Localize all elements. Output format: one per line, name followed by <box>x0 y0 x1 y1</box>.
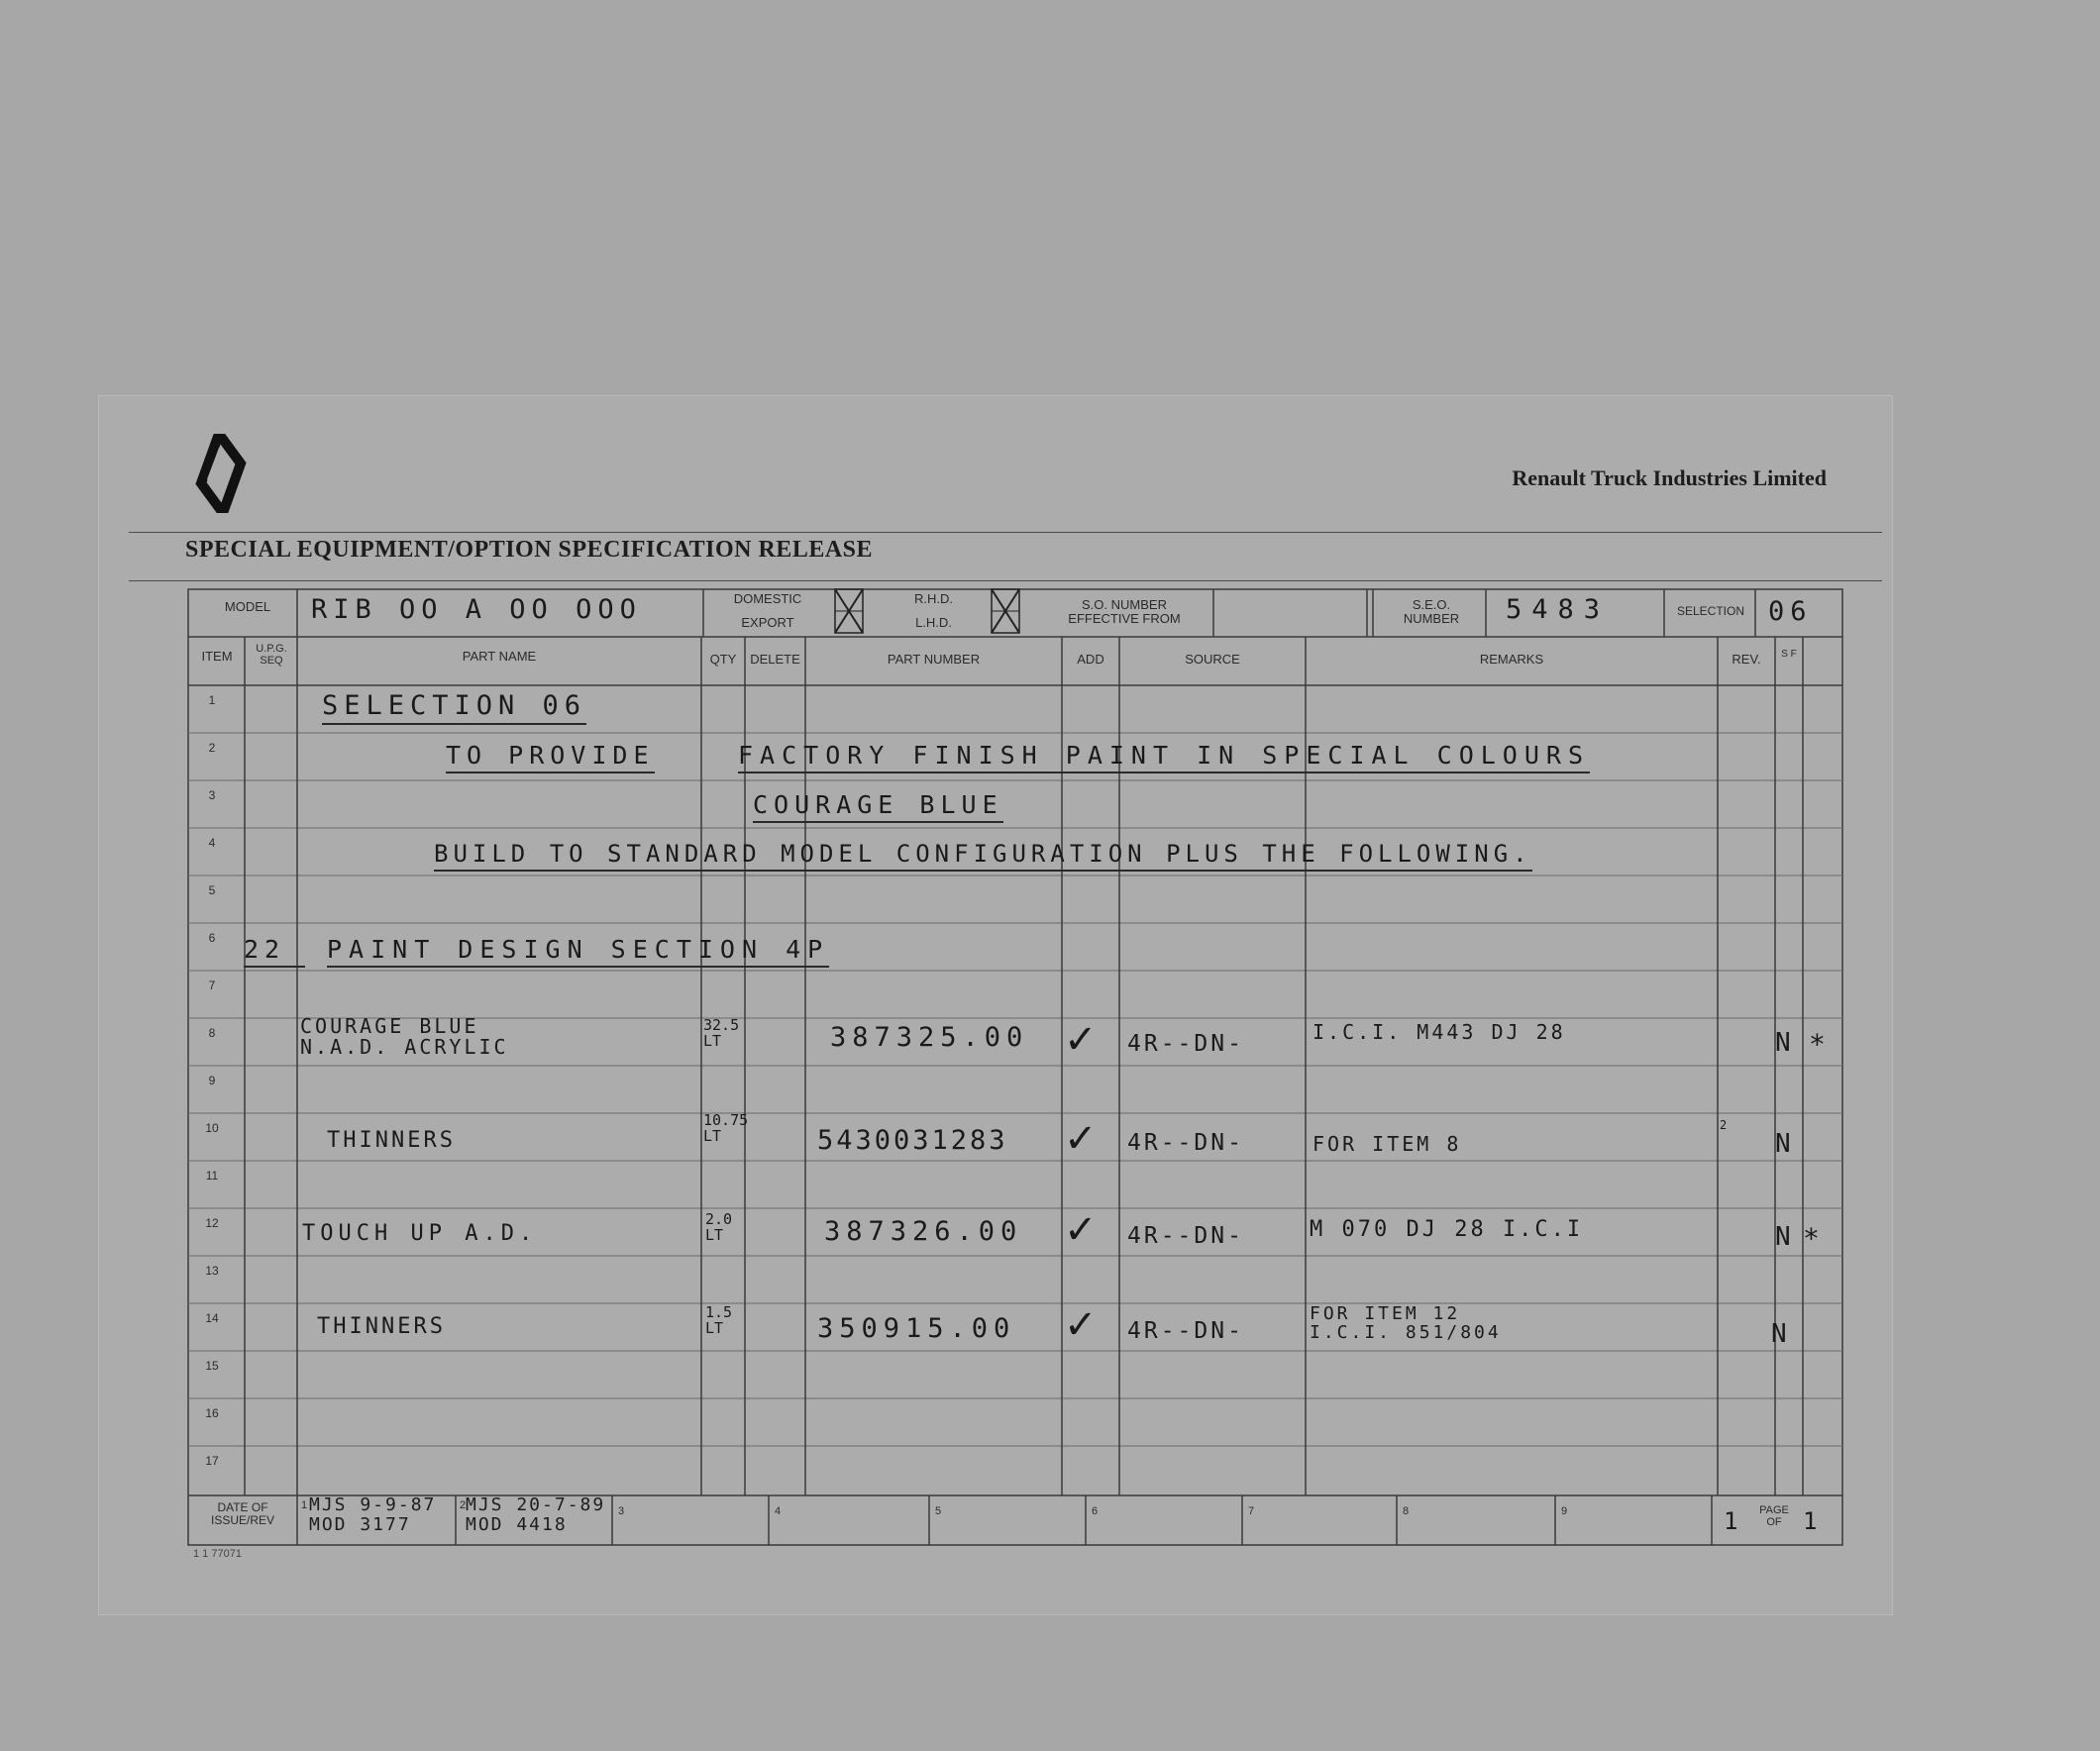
add-check-icon: ✓ <box>1064 1017 1098 1063</box>
col-upg-seq <box>247 644 296 667</box>
model-label: MODEL <box>224 599 271 614</box>
page-label-line1: PAGE <box>1759 1504 1789 1516</box>
issue-1 <box>309 1495 436 1535</box>
date-label-line2: ISSUE/REV <box>210 1512 275 1527</box>
item-part-number: 387325.00 <box>830 1022 1029 1053</box>
model-value: RIB OO A OO OOO <box>311 594 642 625</box>
page-total: 1 <box>1803 1507 1821 1535</box>
row-number: 2 <box>208 741 216 755</box>
row-number: 11 <box>205 1169 219 1183</box>
seo-number-value: 5483 <box>1506 594 1611 625</box>
issue-1-line1: MJS 9-9-87 <box>309 1494 437 1515</box>
note-colour-name: COURAGE BLUE <box>753 790 1003 823</box>
row-number: 9 <box>208 1074 216 1087</box>
date-label-line1: DATE OF <box>217 1500 268 1514</box>
item-remarks: FOR ITEM 8 <box>1312 1132 1462 1156</box>
row-number: 13 <box>205 1264 219 1278</box>
issue-2 <box>466 1495 605 1535</box>
col-upg-line1: U.P.G. <box>256 643 287 655</box>
col-part-name: PART NAME <box>462 649 537 664</box>
item-qty <box>705 1305 732 1337</box>
item-qty <box>703 1018 739 1050</box>
add-check-icon: ✓ <box>1064 1302 1098 1348</box>
issue-2-line2: MOD 4418 <box>466 1513 568 1535</box>
issue-slot-3-number: 3 <box>618 1505 625 1517</box>
col-add: ADD <box>1077 652 1104 667</box>
export-label: EXPORT <box>741 615 794 630</box>
add-check-icon: ✓ <box>1064 1116 1098 1162</box>
item-f: * <box>1809 1028 1829 1061</box>
item-remarks <box>1310 1305 1502 1343</box>
col-rev: REV. <box>1732 652 1761 667</box>
so-label-line2: EFFECTIVE FROM <box>1068 610 1181 626</box>
company-name: Renault Truck Industries Limited <box>1512 465 1827 490</box>
note-build-standard: BUILD TO STANDARD MODEL CONFIGURATION PLUS THE FOLLOWING. <box>434 840 1532 872</box>
col-source: SOURCE <box>1185 652 1240 667</box>
issue-slot-2-number: 2 <box>460 1499 467 1511</box>
issue-slot-8-number: 8 <box>1403 1505 1410 1517</box>
domestic-export-checkbox <box>834 588 864 634</box>
row-number: 6 <box>208 931 216 945</box>
item-source: 4R--DN- <box>1127 1130 1244 1156</box>
qty-unit: LT <box>703 1126 722 1145</box>
item-qty <box>703 1113 748 1145</box>
so-label-line1: S.O. NUMBER <box>1082 597 1167 612</box>
add-check-icon: ✓ <box>1064 1207 1098 1253</box>
row-number: 14 <box>205 1311 219 1325</box>
issue-slot-4-number: 4 <box>775 1505 782 1517</box>
top-rule <box>129 532 1882 533</box>
col-part-number: PART NUMBER <box>887 652 981 667</box>
row-number: 17 <box>205 1454 219 1468</box>
item-part-number: 350915.00 <box>817 1313 1016 1344</box>
seo-label-line1: S.E.O. <box>1412 597 1451 612</box>
title-rule <box>129 580 1882 581</box>
item-s: N <box>1775 1222 1794 1252</box>
qty-value: 32.5 <box>703 1016 740 1034</box>
issue-slot-9-number: 9 <box>1561 1505 1568 1517</box>
row-number: 7 <box>208 978 216 992</box>
row-number: 5 <box>208 883 216 897</box>
selection-value: 06 <box>1768 596 1813 627</box>
renault-logo-icon <box>189 434 259 513</box>
page-number: 1 <box>1724 1507 1741 1535</box>
page-of-label <box>1747 1505 1801 1528</box>
lhd-label: L.H.D. <box>915 615 952 630</box>
issue-2-line1: MJS 20-7-89 <box>466 1494 606 1515</box>
qty-value: 2.0 <box>705 1210 733 1228</box>
col-qty: QTY <box>709 652 737 667</box>
issue-slot-5-number: 5 <box>935 1505 942 1517</box>
row-number: 1 <box>208 693 216 707</box>
item-source: 4R--DN- <box>1127 1031 1244 1057</box>
note-selection: SELECTION 06 <box>322 690 586 725</box>
seo-number-label <box>1382 598 1481 625</box>
item-part-number: 387326.00 <box>824 1216 1023 1247</box>
item-s: N <box>1775 1129 1794 1159</box>
part-name-line2: N.A.D. ACRYLIC <box>300 1035 509 1059</box>
so-number-label <box>1050 598 1199 625</box>
item-s: N <box>1775 1028 1794 1058</box>
item-rev: 2 <box>1720 1118 1731 1132</box>
col-upg-line2: SEQ <box>260 654 283 667</box>
date-of-issue-label <box>190 1501 295 1526</box>
remarks-line1: FOR ITEM 12 <box>1310 1303 1461 1324</box>
item-part-name: TOUCH UP A.D. <box>302 1221 538 1246</box>
row-number: 10 <box>205 1121 219 1135</box>
item-part-number: 5430031283 <box>817 1125 1008 1156</box>
item-s: N <box>1771 1319 1790 1349</box>
note-to-provide: TO PROVIDE <box>446 741 655 773</box>
form-title: SPECIAL EQUIPMENT/OPTION SPECIFICATION RELEASE <box>185 537 874 563</box>
row-number: 15 <box>205 1359 219 1373</box>
qty-unit: LT <box>705 1225 724 1244</box>
issue-slot-6-number: 6 <box>1092 1505 1099 1517</box>
col-item: ITEM <box>201 649 233 664</box>
item-part-name <box>300 1016 509 1058</box>
row-number: 8 <box>208 1026 216 1040</box>
qty-value: 1.5 <box>705 1303 733 1321</box>
part-name-line1: COURAGE BLUE <box>300 1014 479 1038</box>
domestic-label: DOMESTIC <box>733 591 802 606</box>
qty-value: 10.75 <box>703 1111 749 1129</box>
item-remarks: I.C.I. M443 DJ 28 <box>1312 1020 1566 1044</box>
remarks-line2: I.C.I. 851/804 <box>1310 1321 1502 1343</box>
form-sheet <box>99 396 1892 1614</box>
rhd-label: R.H.D. <box>914 591 953 606</box>
note-seq-22: 22 <box>244 935 305 968</box>
issue-slot-1-number: 1 <box>301 1499 308 1511</box>
item-f: * <box>1803 1222 1823 1255</box>
item-qty <box>705 1212 732 1244</box>
col-remarks: REMARKS <box>1479 652 1544 667</box>
col-delete: DELETE <box>750 652 800 667</box>
item-source: 4R--DN- <box>1127 1223 1244 1249</box>
qty-unit: LT <box>703 1031 722 1050</box>
issue-1-line2: MOD 3177 <box>309 1513 411 1535</box>
qty-unit: LT <box>705 1318 724 1337</box>
note-factory-finish: FACTORY FINISH PAINT IN SPECIAL COLOURS <box>738 741 1590 773</box>
rhd-lhd-checkbox <box>991 588 1020 634</box>
row-number: 12 <box>205 1216 219 1230</box>
row-number: 16 <box>205 1406 219 1420</box>
seo-label-line2: NUMBER <box>1403 610 1460 626</box>
item-remarks: M 070 DJ 28 I.C.I <box>1310 1217 1584 1242</box>
selection-label: SELECTION <box>1676 604 1744 618</box>
issue-slot-7-number: 7 <box>1248 1505 1255 1517</box>
note-paint-design: PAINT DESIGN SECTION 4P <box>327 935 829 968</box>
col-sf: S F <box>1781 649 1797 660</box>
item-part-name: THINNERS <box>317 1314 446 1339</box>
item-part-name: THINNERS <box>327 1128 456 1153</box>
row-number: 3 <box>208 788 216 802</box>
row-number: 4 <box>208 836 216 850</box>
item-source: 4R--DN- <box>1127 1318 1244 1344</box>
page-label-line2: OF <box>1766 1515 1782 1528</box>
form-number: 1 1 77071 <box>193 1548 242 1560</box>
